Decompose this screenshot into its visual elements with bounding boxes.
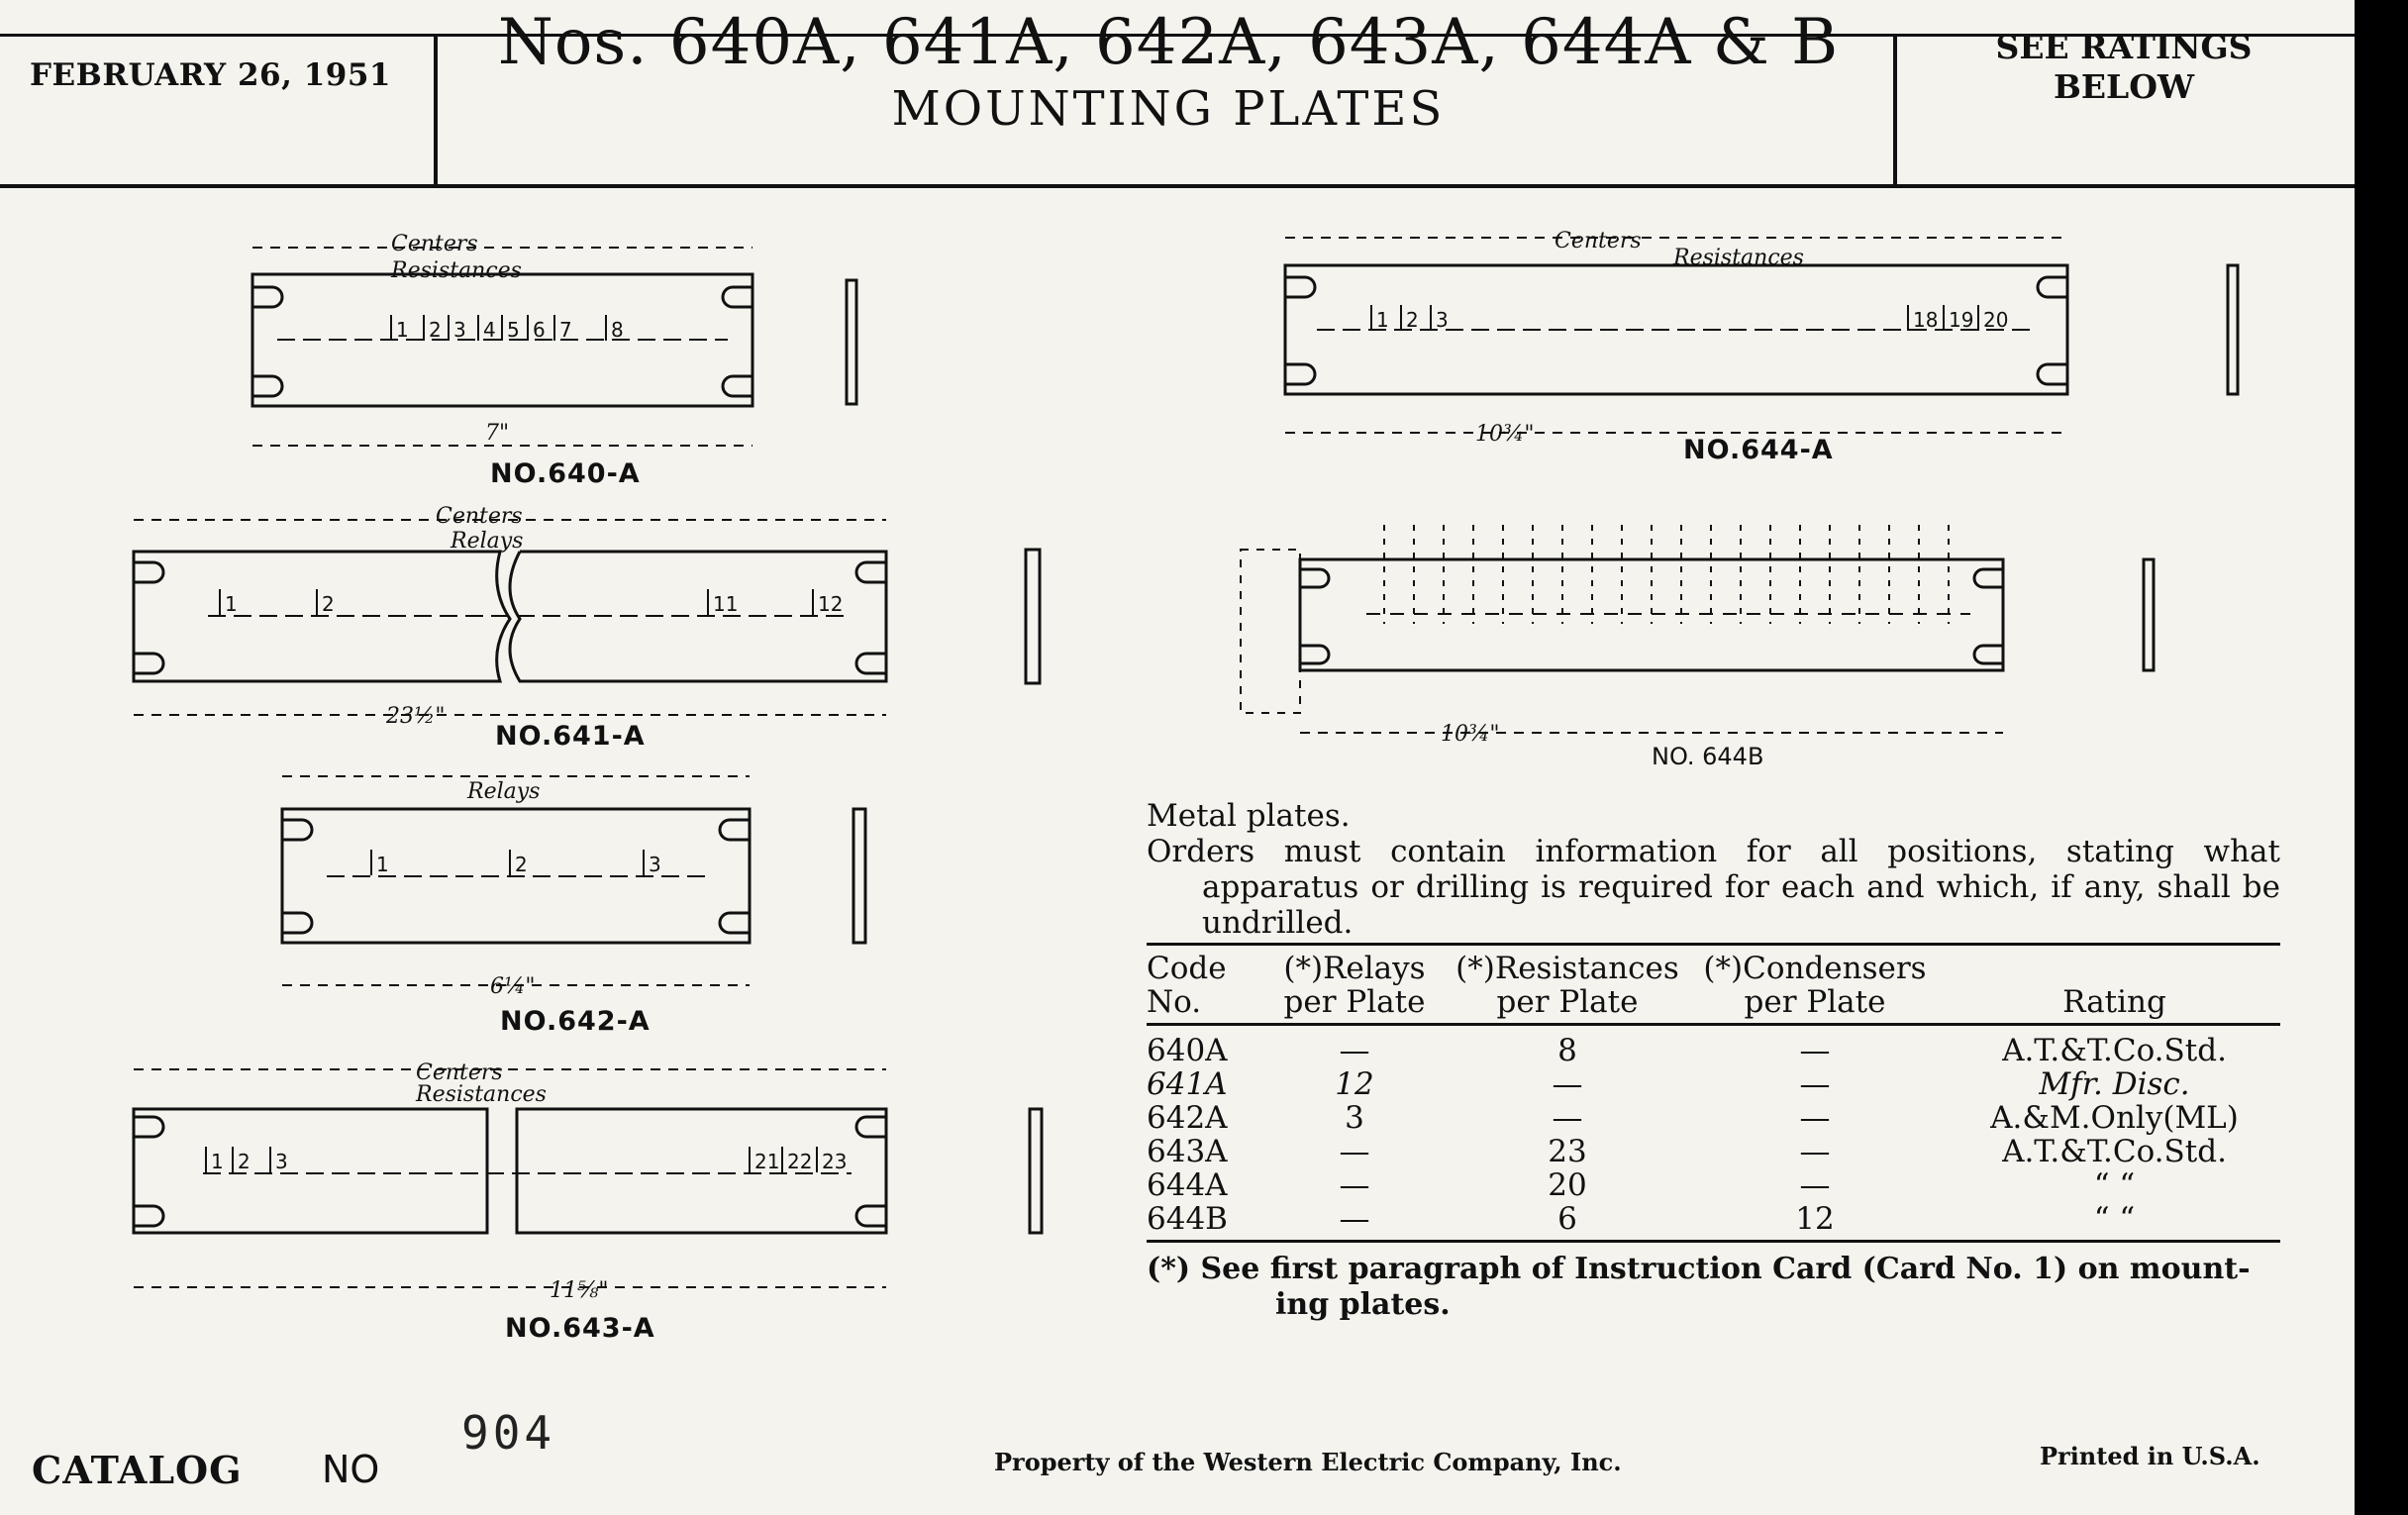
- position-number: 3: [453, 318, 466, 342]
- plate-644a-kind-label: Resistances: [1673, 246, 1804, 270]
- plate-640a-slot: [252, 376, 282, 396]
- header-rating: Rating: [1949, 946, 2280, 1025]
- plate-642a-slot: [282, 913, 312, 933]
- footnote-line-2: ing plates.: [1275, 1287, 1451, 1322]
- plate-644b-hole-marks: [1384, 525, 1949, 624]
- cell-condensers: —: [1799, 1033, 1831, 1068]
- plate-641a-label: NO.641-A: [495, 721, 646, 752]
- position-number: 19: [1949, 308, 1974, 332]
- position-number: 22: [787, 1150, 813, 1173]
- plate-641a-positions: [220, 589, 843, 616]
- position-number: 2: [238, 1150, 251, 1173]
- plate-644b-slot: [1300, 646, 1329, 663]
- plate-644a-slot: [2038, 364, 2067, 384]
- plate-644a-edge-view: [2228, 265, 2238, 394]
- plate-643a-edge-view: [1030, 1109, 1042, 1233]
- plate-640a-slot: [252, 287, 282, 307]
- plate-641a-centers-label: Centers: [436, 504, 523, 529]
- footer-catalog-number: 904: [461, 1406, 556, 1460]
- footer-printed-in: Printed in U.S.A.: [2040, 1442, 2260, 1470]
- plate-640a-slot: [723, 376, 752, 396]
- cell-relays: 12: [1335, 1066, 1374, 1102]
- plate-642a-positions: [371, 850, 661, 876]
- description: [1147, 798, 2280, 941]
- plate-642a-length-label: 6¼": [490, 974, 536, 999]
- plate-644a-slot: [2038, 277, 2067, 297]
- plate-641a-slot: [134, 562, 163, 582]
- position-number: 1: [376, 853, 389, 876]
- plate-640a-positions: [391, 315, 624, 342]
- cell-rating: “ “: [2093, 1167, 2136, 1203]
- plate-644a-slot: [1285, 277, 1315, 297]
- cell-condensers: —: [1799, 1066, 1831, 1102]
- position-number: 1: [396, 318, 409, 342]
- ratings-line-1: SEE RATINGS: [1995, 28, 2253, 66]
- footer-property-notice: Property of the Western Electric Company, Inc.: [994, 1448, 1622, 1476]
- cell-code: 640A: [1147, 1033, 1228, 1068]
- position-number: 5: [507, 318, 520, 342]
- footnote: [1147, 1252, 2280, 1323]
- cell-rating: A.&M.Only(ML): [1990, 1100, 2239, 1136]
- header-condensers: (*)Condensers per Plate: [1681, 946, 1949, 1025]
- description-line-2: Orders must contain information for all positions, stating what apparatus or drilling is required for each and which, if any, shall be undrilled.: [1147, 834, 2280, 941]
- plate-644a-centers-label: Centers: [1555, 229, 1642, 253]
- table-body: [1147, 1025, 2280, 1242]
- plate-641a-drawing: [134, 504, 1040, 752]
- plate-644b-bracket: [1241, 550, 1300, 713]
- plate-643a-slot: [856, 1117, 886, 1137]
- plate-644a-positions: [1371, 305, 2008, 332]
- footnote-line-1: (*) See first paragraph of Instruction Card (Card No. 1) on mount-: [1147, 1252, 2251, 1286]
- position-number: 3: [275, 1150, 288, 1173]
- cell-relays: —: [1339, 1167, 1370, 1203]
- cell-code: 642A: [1147, 1100, 1228, 1136]
- table-row: [1147, 1025, 2280, 1068]
- header-subtitle: MOUNTING PLATES: [891, 81, 1446, 137]
- plate-643a-slot: [134, 1117, 163, 1137]
- position-number: 21: [754, 1150, 780, 1173]
- plate-642a-slot: [282, 820, 312, 840]
- header-code: Code No.: [1147, 946, 1255, 1025]
- plate-642a-kind-label: Relays: [467, 779, 541, 804]
- plate-644a-drawing: [1285, 229, 2238, 465]
- header-resistances: (*)Resistances per Plate: [1454, 946, 1681, 1025]
- position-number: 4: [483, 318, 496, 342]
- plate-641a-slot: [856, 654, 886, 673]
- table-row: [1147, 1168, 2280, 1202]
- table-row: [1147, 1135, 2280, 1168]
- position-number: 2: [429, 318, 442, 342]
- plate-644a-slot: [1285, 364, 1315, 384]
- cell-resistances: 20: [1548, 1167, 1587, 1203]
- plate-643a-slot: [856, 1206, 886, 1226]
- plate-644a-length-label: 10¾": [1475, 422, 1535, 447]
- cell-resistances: 23: [1548, 1134, 1587, 1169]
- position-number: 18: [1913, 308, 1939, 332]
- footer-catalog: CATALOG: [32, 1448, 243, 1492]
- header-date: FEBRUARY 26, 1951: [30, 57, 391, 93]
- plate-644b-label: NO. 644B: [1652, 743, 1764, 770]
- position-number: 2: [515, 853, 528, 876]
- position-number: 8: [611, 318, 624, 342]
- cell-relays: —: [1255, 1202, 1454, 1242]
- cell-code: 641A: [1147, 1066, 1228, 1102]
- plate-644b-slot: [1974, 646, 2003, 663]
- plate-641a-slot: [134, 654, 163, 673]
- cell-relays: —: [1339, 1033, 1370, 1068]
- cell-code: 644A: [1147, 1167, 1228, 1203]
- cell-relays: 3: [1345, 1100, 1364, 1136]
- cell-code: 643A: [1147, 1134, 1228, 1169]
- plate-644b-edge-view: [2144, 559, 2154, 670]
- plate-641a-edge-view: [1026, 550, 1040, 683]
- plate-641a-kind-label: Relays: [451, 529, 524, 554]
- plate-642a-slot: [720, 913, 750, 933]
- plate-643a-outline-left: [134, 1109, 487, 1233]
- plate-644b-length-label: 10¾": [1441, 722, 1500, 747]
- plate-642a-label: NO.642-A: [500, 1006, 651, 1037]
- plate-643a-positions: [206, 1147, 847, 1173]
- description-line-1: Metal plates.: [1147, 798, 1351, 834]
- position-number: 1: [1376, 308, 1389, 332]
- cell-relays: —: [1339, 1134, 1370, 1169]
- header-relays: (*)Relays per Plate: [1255, 946, 1454, 1025]
- plate-643a-length-label: 11⅝": [550, 1278, 609, 1303]
- plate-641a-length-label: 23½": [386, 704, 446, 729]
- cell-resistances: 8: [1557, 1033, 1577, 1068]
- plate-640a-drawing: [252, 232, 856, 489]
- cell-condensers: —: [1799, 1134, 1831, 1169]
- position-number: 23: [822, 1150, 848, 1173]
- plate-642a-slot: [720, 820, 750, 840]
- cell-code: 644B: [1147, 1202, 1255, 1242]
- ratings-table: [1147, 946, 2280, 1243]
- cell-resistances: 6: [1454, 1202, 1681, 1242]
- position-number: 2: [322, 592, 335, 616]
- position-number: 20: [1983, 308, 2009, 332]
- cell-rating: A.T.&T.Co.Std.: [2002, 1134, 2227, 1169]
- plate-642a-drawing: [282, 776, 865, 1037]
- table-row: [1147, 1067, 2280, 1101]
- cell-resistances: —: [1552, 1066, 1583, 1102]
- plate-643a-kind-label: Resistances: [416, 1082, 547, 1107]
- position-number: 11: [713, 592, 739, 616]
- position-number: 6: [533, 318, 546, 342]
- position-number: 2: [1406, 308, 1419, 332]
- plate-643a-label: NO.643-A: [505, 1313, 655, 1344]
- plate-643a-drawing: [134, 1060, 1042, 1344]
- plate-640a-length-label: 7": [485, 421, 510, 446]
- plate-643a-centers-label: Centers: [416, 1060, 503, 1085]
- plate-642a-edge-view: [853, 809, 865, 943]
- header-title: Nos. 640A, 641A, 642A, 643A, 644A & B: [497, 6, 1840, 79]
- plate-640a-edge-view: [847, 280, 856, 404]
- plate-640a-centers-label: Centers: [391, 232, 478, 256]
- position-number: 12: [818, 592, 844, 616]
- plate-641a-slot: [856, 562, 886, 582]
- plate-644b-slot: [1974, 569, 2003, 587]
- position-number: 1: [211, 1150, 224, 1173]
- position-number: 1: [225, 592, 238, 616]
- cell-rating: A.T.&T.Co.Std.: [2002, 1033, 2227, 1068]
- cell-rating: Mfr. Disc.: [2039, 1066, 2190, 1102]
- plate-644a-label: NO.644-A: [1683, 435, 1834, 465]
- plate-643a-slot: [134, 1206, 163, 1226]
- plate-640a-slot: [723, 287, 752, 307]
- position-number: 3: [1436, 308, 1449, 332]
- cell-rating: “ “: [1949, 1202, 2280, 1242]
- table-header-row: [1147, 946, 2280, 1025]
- plate-640a-kind-label: Resistances: [391, 258, 522, 283]
- plate-644b-slot: [1300, 569, 1329, 587]
- cell-resistances: —: [1552, 1100, 1583, 1136]
- table-row: [1147, 1202, 2280, 1242]
- ratings-line-2: BELOW: [2053, 67, 2195, 106]
- position-number: 3: [649, 853, 661, 876]
- plate-644b-drawing: [1241, 525, 2154, 770]
- plate-640a-label: NO.640-A: [490, 458, 641, 489]
- cell-condensers: 12: [1681, 1202, 1949, 1242]
- cell-condensers: —: [1799, 1167, 1831, 1203]
- cell-condensers: —: [1799, 1100, 1831, 1136]
- table-row: [1147, 1101, 2280, 1135]
- position-number: 7: [559, 318, 572, 342]
- footer-catalog-no: NO: [322, 1448, 380, 1491]
